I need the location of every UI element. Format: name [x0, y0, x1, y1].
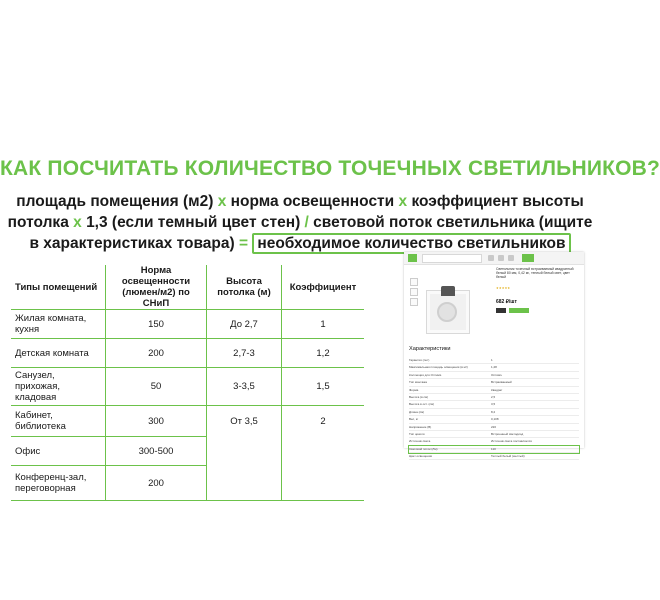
formula-op-equals: = — [238, 235, 249, 252]
characteristic-value: 220 — [491, 424, 497, 429]
characteristic-row — [409, 357, 579, 364]
characteristic-row — [409, 379, 579, 386]
characteristic-value: Теплый белый (желтый) — [491, 454, 525, 459]
rating-stars-icon: ★★★★★ — [496, 286, 511, 290]
characteristic-key: Коллекция для Оптимэ — [409, 372, 442, 377]
cart-icon — [522, 254, 534, 262]
add-to-cart-button — [509, 308, 529, 313]
formula-norm: норма освещенности — [230, 193, 395, 210]
profile-icon — [498, 255, 504, 261]
thumbnail — [410, 298, 418, 306]
formula-op-divide: / — [304, 214, 309, 231]
cell-room: Офис — [11, 437, 106, 466]
cell-norm: 300-500 — [106, 437, 207, 466]
characteristic-value: Квадрат — [491, 387, 503, 392]
table-row — [11, 437, 364, 466]
formula — [4, 191, 596, 254]
characteristic-key: Гарантия (лет) — [409, 358, 430, 362]
cell-room: Санузел, прихожая, кладовая — [11, 368, 106, 406]
table-row — [11, 310, 364, 339]
formula-area: площадь помещения (м2) — [16, 193, 214, 210]
cell-norm: 200 — [106, 466, 207, 501]
cell-height: 2,7-3 — [207, 339, 282, 368]
cell-coef — [282, 466, 365, 501]
characteristic-value: 0,108 — [491, 417, 499, 422]
menu-icon — [488, 255, 494, 261]
characteristic-row — [409, 364, 579, 371]
table-row — [11, 339, 364, 368]
favorites-icon — [508, 255, 514, 261]
formula-op-multiply: x — [73, 214, 82, 231]
store-logo-icon — [408, 254, 417, 262]
header-norm: Норма освещенности (люмен/м2) по СНиП — [106, 265, 207, 310]
characteristic-row — [409, 409, 579, 416]
characteristic-row — [409, 431, 579, 438]
formula-op-multiply: x — [398, 193, 408, 210]
characteristic-row — [409, 424, 579, 431]
characteristic-row — [409, 416, 579, 423]
characteristic-value: 3,5 — [491, 402, 496, 407]
cell-room: Кабинет, библиотека — [11, 406, 106, 437]
characteristic-key: Тип монтажа — [409, 380, 427, 385]
characteristic-row — [409, 438, 579, 445]
characteristic-value: 2,5 — [491, 394, 496, 399]
cell-height: 3-3,5 — [207, 368, 282, 406]
header-coefficient: Коэффициент — [289, 281, 357, 293]
site-header — [404, 252, 584, 265]
cell-room: Жилая комната, кухня — [11, 310, 106, 339]
cell-coef: 2 — [282, 406, 365, 437]
characteristic-key: Цвет освещения — [409, 454, 433, 459]
cell-height — [207, 466, 282, 501]
lamp-body-icon — [441, 286, 455, 296]
characteristic-value: 110 — [491, 446, 496, 451]
characteristic-row — [409, 372, 579, 379]
cell-room: Детская комната — [11, 339, 106, 368]
formula-dark-walls: 1,3 (если темный цвет стен) — [86, 214, 301, 231]
cell-height: От 3,5 — [207, 406, 282, 437]
quantity-stepper — [496, 308, 506, 313]
characteristic-value: Оптимэ — [491, 372, 502, 377]
formula-luminous-flux: световой поток светильника (ищите в характеристиках товара) — [29, 214, 593, 252]
characteristic-value: 1 — [491, 358, 493, 362]
search-input — [422, 254, 482, 263]
table-row — [11, 368, 364, 406]
lamp-ring-icon — [437, 302, 457, 322]
characteristic-key: Форма — [409, 387, 419, 392]
characteristics-list — [409, 357, 579, 460]
characteristic-row — [409, 387, 579, 394]
formula-op-multiply: x — [217, 193, 227, 210]
cell-room: Конференц-зал, переговорная — [11, 466, 106, 501]
characteristic-key: Длина (см) — [409, 409, 425, 414]
header-ceiling-height: Высота потолка (м) — [207, 265, 282, 310]
cell-height: До 2,7 — [207, 310, 282, 339]
characteristic-value: 8,2 — [491, 409, 496, 414]
characteristic-value: Встроенный светодиод — [491, 431, 524, 436]
characteristic-value: 1,28 — [491, 365, 497, 370]
cell-norm: 150 — [106, 310, 207, 339]
thumbnail — [410, 288, 418, 296]
page-title: КАК ПОСЧИТАТЬ КОЛИЧЕСТВО ТОЧЕЧНЫХ СВЕТИЛЬНИКОВ? — [0, 157, 660, 180]
cell-coef — [282, 437, 365, 466]
characteristic-key: Максимальная площадь освещения (в м²) — [409, 365, 468, 370]
cell-norm: 200 — [106, 339, 207, 368]
lighting-norms-table — [11, 265, 364, 501]
characteristic-value: Источник света поставляется — [491, 439, 532, 444]
cell-coef: 1,2 — [282, 339, 365, 368]
characteristic-key: Высота в ост. (см) — [409, 402, 435, 407]
product-title: Светильник точечный встраиваемый квадратный белый 80 мм, 0,42 м², теплый белый свет, цвет белый — [496, 267, 574, 280]
formula-height-coef: коэффициент высоты потолка — [7, 193, 584, 231]
product-price: 682 ₽/шт — [496, 299, 517, 305]
header-room-type: Типы помещений — [15, 281, 98, 293]
characteristic-row — [409, 453, 579, 460]
characteristic-key: Источник света — [409, 439, 431, 444]
formula-result: необходимое количество светильников — [252, 233, 570, 254]
characteristic-value: Встраиваемый — [491, 380, 512, 385]
characteristics-title: Характеристики — [409, 346, 451, 352]
cell-height — [207, 437, 282, 466]
characteristic-row — [409, 401, 579, 408]
cell-coef: 1 — [282, 310, 365, 339]
characteristic-key: Высота (в см) — [409, 394, 429, 399]
table-header-row — [11, 265, 364, 310]
table-row — [11, 466, 364, 501]
cell-norm: 50 — [106, 368, 207, 406]
characteristic-key: Тип цоколя — [409, 431, 425, 436]
characteristic-row-luminous-flux — [409, 446, 579, 453]
table-row — [11, 406, 364, 437]
thumbnail — [410, 278, 418, 286]
characteristic-key: Напряжение (В) — [409, 424, 432, 429]
product-page-screenshot — [404, 252, 584, 459]
cell-norm: 300 — [106, 406, 207, 437]
characteristic-row — [409, 394, 579, 401]
cell-coef: 1,5 — [282, 368, 365, 406]
characteristic-key: Световой поток (Лм) — [409, 446, 438, 451]
characteristic-key: Вес, кг — [409, 417, 419, 422]
